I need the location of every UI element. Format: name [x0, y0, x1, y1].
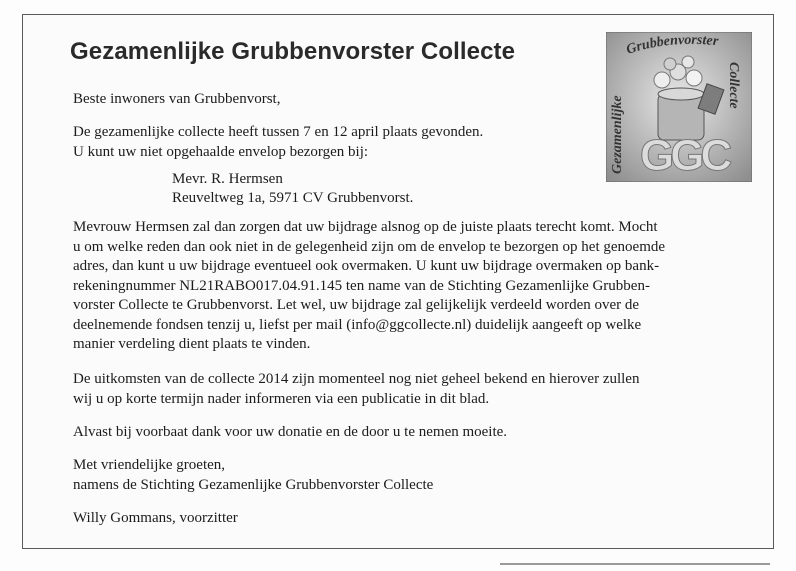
- address-block: [172, 170, 413, 208]
- page-title: Gezamenlijke Grubbenvorster Collecte: [70, 38, 516, 65]
- intro-line: De gezamenlijke collecte heeft tussen 7 en 12 april plaats gevonden.: [73, 124, 484, 140]
- paragraph-payment: [73, 218, 665, 355]
- paragraph-line: vorster Collecte te Grubbenvorst. Let wel, uw bijdrage zal gelijkelijk verdeeld worden over de: [73, 297, 640, 313]
- signature: Willy Gommans, voorzitter: [73, 510, 238, 526]
- paragraph-line: wij u op korte termijn nader informeren via een publicatie in dit blad.: [73, 390, 490, 407]
- address-name: Mevr. R. Hermsen: [172, 171, 283, 187]
- paragraph-line: De uitkomsten van de collecte 2014 zijn momenteel nog niet geheel bekend en hierover zullen: [73, 371, 640, 387]
- intro-paragraph: [73, 123, 483, 162]
- bottom-rule: [500, 563, 770, 565]
- logo-right-text: Collecte: [726, 62, 741, 109]
- ggc-logo: [606, 32, 752, 182]
- logo-left-text: Gezamenlijke: [610, 95, 625, 174]
- paragraph-line: Mevrouw Hermsen zal dan zorgen dat uw bijdrage alsnog op de juiste plaats terecht komt. Mocht: [73, 219, 658, 235]
- logo-top-text: Grubbenvorster: [624, 32, 720, 58]
- closing-line: Met vriendelijke groeten,: [73, 457, 226, 473]
- thanks-text: Alvast bij voorbaat dank voor uw donatie en de door u te nemen moeite.: [73, 424, 508, 440]
- paragraph-line: rekeningnummer NL21RABO017.04.91.145 ten name van de Stichting Gezamenlijke Grubben-: [73, 277, 650, 294]
- greeting: Beste inwoners van Grubbenvorst,: [73, 91, 281, 107]
- intro-line: U kunt uw niet opgehaalde envelop bezorgen bij:: [73, 143, 369, 160]
- address-street: Reuveltweg 1a, 5971 CV Grubbenvorst.: [172, 190, 414, 206]
- logo-monogram: GGC: [640, 131, 729, 180]
- paragraph-line: adres, dan kunt u uw bijdrage eventueel ook overmaken. U kunt uw bijdrage overmaken op bank-: [73, 258, 660, 274]
- closing-line: namens de Stichting Gezamenlijke Grubbenvorster Collecte: [73, 476, 434, 493]
- paragraph-line: u om welke reden dan ook niet in de gelegenheid zijn om de envelop te bezorgen op het genoemde: [73, 238, 666, 255]
- paragraph-line: deelnemende fondsen tenzij u, liefst per mail (info@ggcollecte.nl) duidelijk aangeeft op welke: [73, 316, 642, 333]
- closing: [73, 456, 433, 495]
- paragraph-line: manier verdeling dient plaats te vinden.: [73, 336, 311, 352]
- paragraph-results: [73, 370, 639, 409]
